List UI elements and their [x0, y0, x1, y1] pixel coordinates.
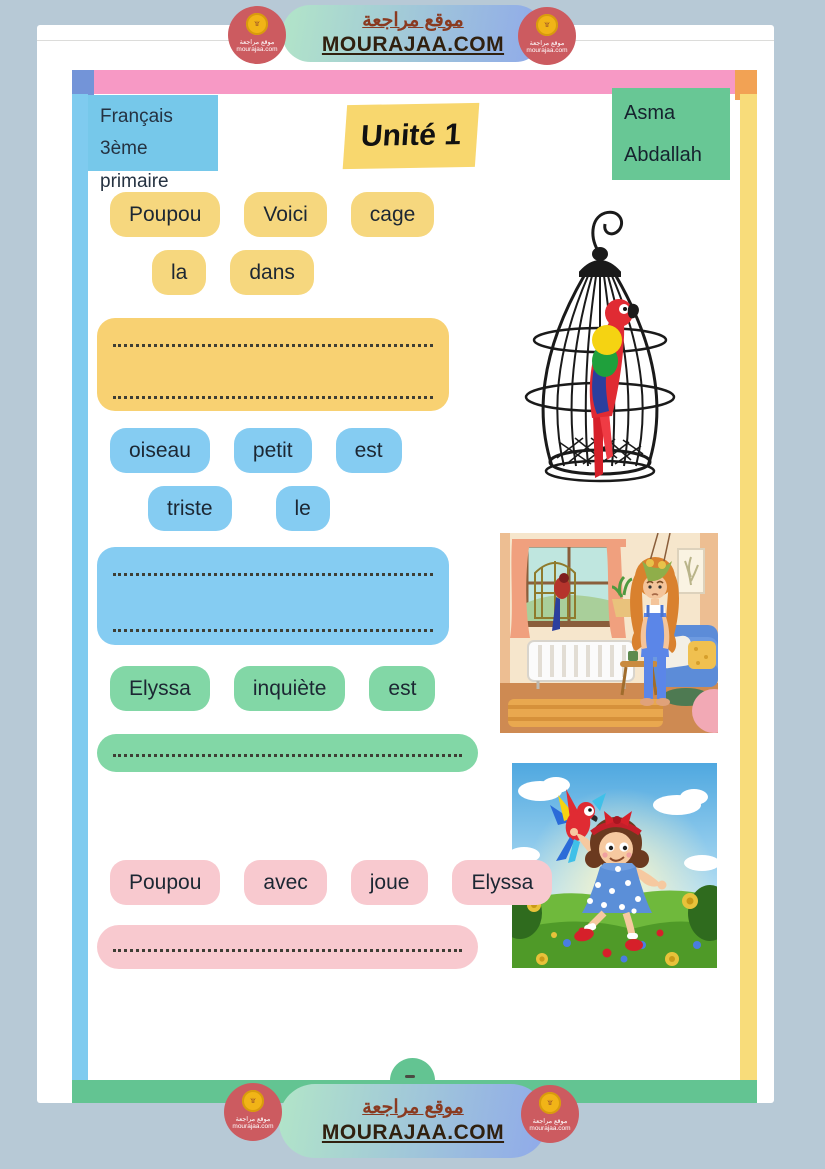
radiator: [528, 641, 634, 689]
word-bubble: est: [369, 666, 435, 711]
site-domain-link[interactable]: MOURAJAA.COM: [321, 1120, 505, 1144]
subject-box: [88, 95, 218, 192]
dotted-answer-line: [113, 573, 433, 576]
subject-label: Français: [100, 106, 173, 127]
word-bubble: est: [336, 428, 402, 473]
logo-domain-small: mourajaa.com: [529, 1125, 571, 1132]
site-domain-link[interactable]: MOURAJAA.COM: [321, 33, 505, 57]
logo-domain-small: mourajaa.com: [236, 46, 278, 53]
mourajaa-logo-icon: [521, 1085, 579, 1143]
word-bubble: oiseau: [110, 428, 210, 473]
site-name-arabic[interactable]: موقع مراجعة: [362, 9, 464, 31]
word-group-pink: [110, 860, 552, 905]
word-bubble: Elyssa: [110, 666, 210, 711]
word-bubble: Elyssa: [452, 860, 552, 905]
logo-book-icon: ۩: [539, 1092, 561, 1114]
logo-arabic-small: موقع مراجعة: [529, 40, 565, 47]
word-bubble: dans: [230, 250, 314, 295]
logo-domain-small: mourajaa.com: [232, 1123, 274, 1130]
word-bubble: joue: [351, 860, 429, 905]
site-banner-footer: [279, 1084, 547, 1158]
logo-arabic-small: موقع مراجعة: [235, 1116, 271, 1123]
mourajaa-logo-icon: [518, 7, 576, 65]
word-bubble: cage: [351, 192, 435, 237]
frame-left-blue-strip: [72, 94, 88, 1082]
word-bubble: le: [276, 486, 330, 531]
author-box: [612, 88, 730, 180]
mourajaa-logo-icon: [228, 6, 286, 64]
word-bubble: inquiète: [234, 666, 346, 711]
word-group-green: [110, 666, 435, 711]
dotted-answer-line: [113, 344, 433, 347]
word-group-yellow: [110, 192, 434, 295]
logo-arabic-small: موقع مراجعة: [532, 1118, 568, 1125]
word-bubble: Voici: [244, 192, 326, 237]
logo-book-icon: ۩: [242, 1090, 264, 1112]
dotted-answer-line: [113, 396, 433, 399]
word-bubble: Poupou: [110, 860, 220, 905]
dotted-answer-line: [113, 949, 462, 952]
unit-title: Unité 1: [359, 118, 463, 153]
word-bubble: la: [152, 250, 206, 295]
mourajaa-logo-icon: [224, 1083, 282, 1141]
logo-book-icon: ۩: [246, 13, 268, 35]
frame-right-yellow-strip: [740, 94, 757, 1082]
logo-arabic-small: موقع مراجعة: [239, 39, 275, 46]
frame-bottom-bump-dot: [405, 1075, 415, 1078]
word-bubble: petit: [234, 428, 312, 473]
word-bubble: avec: [244, 860, 326, 905]
word-bubble: triste: [148, 486, 232, 531]
word-bubble: Poupou: [110, 192, 220, 237]
answer-bar-green: [97, 734, 478, 772]
word-group-blue: [110, 428, 402, 531]
answer-box-blue: [97, 547, 449, 645]
dotted-answer-line: [113, 754, 462, 757]
answer-bar-pink: [97, 925, 478, 969]
grade-label: 3ème primaire: [100, 138, 169, 192]
unit-title-box: [343, 103, 480, 169]
author-first-name: Asma: [624, 102, 676, 124]
site-name-arabic[interactable]: موقع مراجعة: [362, 1097, 464, 1118]
dotted-answer-line: [113, 629, 433, 632]
parrot-in-cage-image: [495, 190, 705, 490]
site-banner-header: [282, 5, 544, 62]
author-last-name: Abdallah: [624, 144, 702, 166]
wall-frame: [678, 549, 704, 593]
answer-box-yellow: [97, 318, 449, 411]
worried-girl-room-image: [500, 533, 718, 733]
logo-book-icon: ۩: [536, 14, 558, 36]
logo-domain-small: mourajaa.com: [526, 47, 568, 54]
